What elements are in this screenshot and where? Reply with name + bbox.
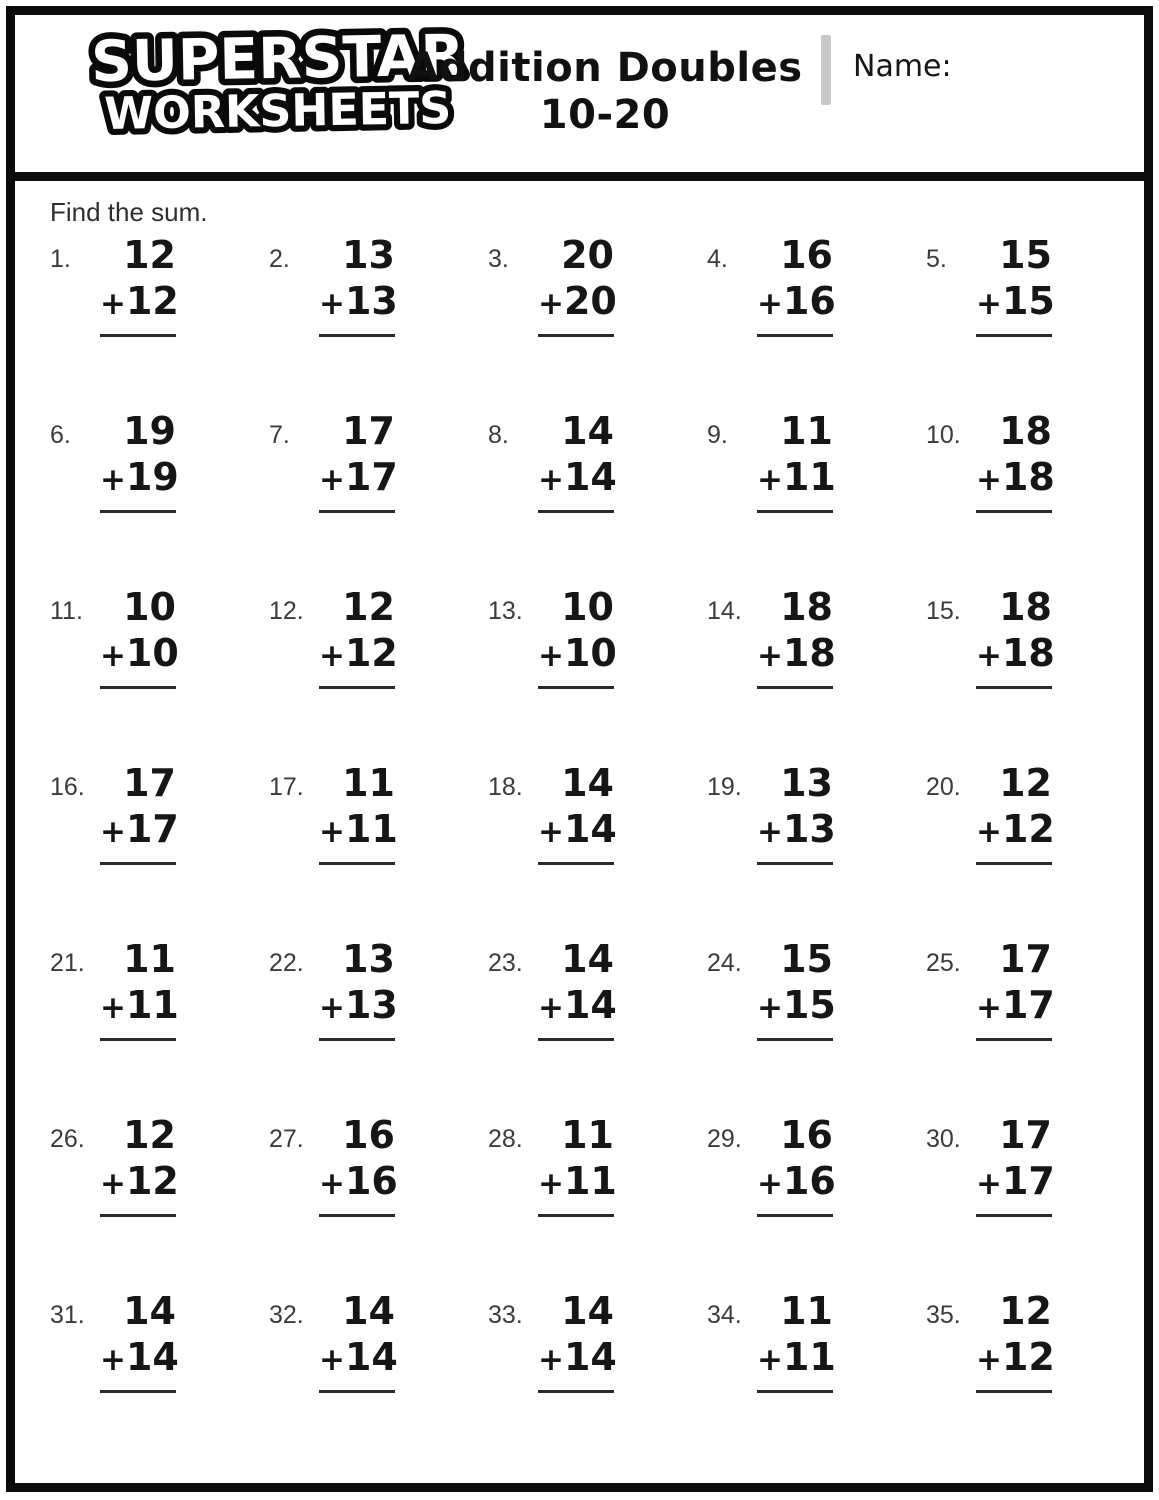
problem-body <box>976 585 1055 689</box>
plus-operator-icon: + <box>976 813 1002 850</box>
top-addend: 18 <box>999 409 1052 453</box>
top-addend: 13 <box>342 233 395 277</box>
problem-body <box>319 1113 398 1217</box>
problem-number-label: 27. <box>269 1125 304 1153</box>
problem-body <box>538 1113 617 1217</box>
bottom-addend-row <box>757 630 836 675</box>
bottom-addend: 17 <box>1001 1158 1055 1203</box>
plus-operator-icon: + <box>319 1341 345 1378</box>
problem-cell <box>926 233 1145 412</box>
plus-operator-icon: + <box>538 813 564 850</box>
bottom-addend-row <box>538 806 617 851</box>
bottom-addend-row <box>757 806 836 851</box>
bottom-addend: 11 <box>563 1158 617 1203</box>
answer-line[interactable] <box>538 1390 614 1393</box>
bottom-addend: 14 <box>563 982 617 1027</box>
problem-body <box>757 409 836 513</box>
problem-number-label: 7. <box>269 421 290 449</box>
bottom-addend: 15 <box>1001 278 1055 323</box>
problem-cell <box>50 937 269 1116</box>
bottom-addend: 14 <box>563 454 617 499</box>
bottom-addend-row <box>319 1158 398 1203</box>
bottom-addend: 16 <box>782 1158 836 1203</box>
top-addend: 16 <box>780 1113 833 1157</box>
plus-operator-icon: + <box>538 1341 564 1378</box>
bottom-addend-row <box>976 1158 1055 1203</box>
plus-operator-icon: + <box>538 637 564 674</box>
answer-line[interactable] <box>757 1214 833 1217</box>
problem-body <box>538 761 617 865</box>
problem-body <box>538 585 617 689</box>
bottom-addend-row <box>757 454 836 499</box>
answer-line[interactable] <box>538 862 614 865</box>
problem-body <box>757 761 836 865</box>
problem-cell <box>488 585 707 764</box>
answer-line[interactable] <box>976 510 1052 513</box>
problem-cell <box>269 233 488 412</box>
problem-body <box>757 1113 836 1217</box>
answer-line[interactable] <box>757 1390 833 1393</box>
bottom-addend-row <box>538 454 617 499</box>
problem-cell <box>269 1113 488 1292</box>
bottom-addend: 16 <box>344 1158 398 1203</box>
answer-line[interactable] <box>319 862 395 865</box>
plus-operator-icon: + <box>100 461 126 498</box>
problem-cell <box>707 1113 926 1292</box>
plus-operator-icon: + <box>538 285 564 322</box>
problem-body <box>319 761 398 865</box>
problem-body <box>100 1289 179 1393</box>
bottom-addend: 15 <box>782 982 836 1027</box>
answer-line[interactable] <box>976 1390 1052 1393</box>
problem-body <box>100 409 179 513</box>
bottom-addend: 12 <box>1001 1334 1055 1379</box>
bottom-addend-row <box>319 454 398 499</box>
bottom-addend-row <box>976 982 1055 1027</box>
top-addend: 12 <box>342 585 395 629</box>
problem-cell <box>269 585 488 764</box>
plus-operator-icon: + <box>757 1165 783 1202</box>
bottom-addend-row <box>976 278 1055 323</box>
top-addend: 14 <box>561 761 614 805</box>
top-addend: 11 <box>342 761 395 805</box>
top-addend: 13 <box>780 761 833 805</box>
problem-body <box>976 409 1055 513</box>
bottom-addend: 13 <box>344 278 398 323</box>
top-addend: 18 <box>999 585 1052 629</box>
problem-cell <box>488 233 707 412</box>
problem-cell <box>488 1289 707 1468</box>
bottom-addend-row <box>100 982 179 1027</box>
answer-line[interactable] <box>976 1038 1052 1041</box>
plus-operator-icon: + <box>757 637 783 674</box>
answer-line[interactable] <box>100 1390 176 1393</box>
problem-cell <box>707 937 926 1116</box>
answer-line[interactable] <box>976 1214 1052 1217</box>
worksheet-body <box>15 181 1144 1468</box>
problem-cell <box>926 761 1145 940</box>
problem-cell <box>50 1289 269 1468</box>
bottom-addend: 12 <box>1001 806 1055 851</box>
problem-cell <box>50 233 269 412</box>
bottom-addend: 19 <box>125 454 179 499</box>
problem-cell <box>926 1289 1145 1468</box>
bottom-addend-row <box>538 278 617 323</box>
plus-operator-icon: + <box>976 1165 1002 1202</box>
bottom-addend-row <box>319 982 398 1027</box>
top-addend: 12 <box>123 1113 176 1157</box>
problem-number-label: 20. <box>926 773 961 801</box>
answer-line[interactable] <box>100 334 176 337</box>
problem-cell <box>269 409 488 588</box>
problem-body <box>976 937 1055 1041</box>
bottom-addend: 11 <box>344 806 398 851</box>
problem-cell <box>707 233 926 412</box>
problem-cell <box>50 409 269 588</box>
problem-number-label: 35. <box>926 1301 961 1329</box>
problem-number-label: 24. <box>707 949 742 977</box>
answer-line[interactable] <box>100 862 176 865</box>
plus-operator-icon: + <box>976 637 1002 674</box>
bottom-addend: 12 <box>125 278 179 323</box>
problem-number-label: 23. <box>488 949 523 977</box>
problem-number-label: 5. <box>926 245 947 273</box>
problem-number-label: 8. <box>488 421 509 449</box>
problem-cell <box>488 761 707 940</box>
bottom-addend: 11 <box>782 1334 836 1379</box>
problem-cell <box>707 761 926 940</box>
top-addend: 11 <box>123 937 176 981</box>
plus-operator-icon: + <box>319 989 345 1026</box>
bottom-addend-row <box>757 278 836 323</box>
answer-line[interactable] <box>757 1038 833 1041</box>
problem-body <box>100 761 179 865</box>
bottom-addend-row <box>976 1334 1055 1379</box>
problem-number-label: 25. <box>926 949 961 977</box>
answer-line[interactable] <box>538 1214 614 1217</box>
answer-line[interactable] <box>538 1038 614 1041</box>
problem-number-label: 11. <box>50 597 83 625</box>
top-addend: 11 <box>780 409 833 453</box>
bottom-addend-row <box>976 454 1055 499</box>
bottom-addend-row <box>319 806 398 851</box>
plus-operator-icon: + <box>538 1165 564 1202</box>
bottom-addend: 18 <box>1001 630 1055 675</box>
answer-line[interactable] <box>538 686 614 689</box>
problem-number-label: 18. <box>488 773 523 801</box>
top-addend: 16 <box>342 1113 395 1157</box>
problem-cell <box>50 585 269 764</box>
problem-body <box>757 585 836 689</box>
problem-number-label: 9. <box>707 421 728 449</box>
plus-operator-icon: + <box>757 285 783 322</box>
answer-line[interactable] <box>319 1390 395 1393</box>
bottom-addend: 17 <box>125 806 179 851</box>
bottom-addend-row <box>538 630 617 675</box>
problem-number-label: 4. <box>707 245 728 273</box>
bottom-addend-row <box>100 278 179 323</box>
top-addend: 18 <box>780 585 833 629</box>
problem-number-label: 3. <box>488 245 509 273</box>
problem-body <box>319 585 398 689</box>
name-section <box>821 35 952 105</box>
problem-number-label: 17. <box>269 773 304 801</box>
problem-body <box>757 233 836 337</box>
answer-line[interactable] <box>100 686 176 689</box>
problem-body <box>538 937 617 1041</box>
bottom-addend-row <box>538 982 617 1027</box>
problem-number-label: 6. <box>50 421 71 449</box>
problem-cell <box>488 1113 707 1292</box>
top-addend: 15 <box>999 233 1052 277</box>
problem-body <box>538 1289 617 1393</box>
top-addend: 14 <box>561 1289 614 1333</box>
bottom-addend: 13 <box>344 982 398 1027</box>
bottom-addend: 10 <box>563 630 617 675</box>
plus-operator-icon: + <box>319 461 345 498</box>
answer-line[interactable] <box>319 334 395 337</box>
top-addend: 13 <box>342 937 395 981</box>
problem-cell <box>707 1289 926 1468</box>
bottom-addend-row <box>538 1334 617 1379</box>
bottom-addend-row <box>976 630 1055 675</box>
bottom-addend-row <box>100 806 179 851</box>
top-addend: 10 <box>123 585 176 629</box>
top-addend: 14 <box>342 1289 395 1333</box>
bottom-addend-row <box>976 806 1055 851</box>
answer-line[interactable] <box>319 1214 395 1217</box>
bottom-addend: 13 <box>782 806 836 851</box>
problem-cell <box>50 1113 269 1292</box>
problem-number-label: 31. <box>50 1301 85 1329</box>
plus-operator-icon: + <box>100 637 126 674</box>
bottom-addend: 14 <box>125 1334 179 1379</box>
answer-line[interactable] <box>319 510 395 513</box>
top-addend: 12 <box>999 761 1052 805</box>
problem-number-label: 28. <box>488 1125 523 1153</box>
problem-cell <box>926 1113 1145 1292</box>
problem-cell <box>926 585 1145 764</box>
answer-line[interactable] <box>100 1038 176 1041</box>
bottom-addend: 12 <box>125 1158 179 1203</box>
top-addend: 14 <box>123 1289 176 1333</box>
problem-body <box>100 937 179 1041</box>
problem-number-label: 15. <box>926 597 961 625</box>
problem-cell <box>269 1289 488 1468</box>
problem-cell <box>50 761 269 940</box>
problem-body <box>757 937 836 1041</box>
bottom-addend: 16 <box>782 278 836 323</box>
problem-number-label: 12. <box>269 597 304 625</box>
title-line-1: Addition Doubles <box>407 45 803 91</box>
bottom-addend-row <box>100 1158 179 1203</box>
top-addend: 19 <box>123 409 176 453</box>
problem-cell <box>269 761 488 940</box>
problem-number-label: 13. <box>488 597 523 625</box>
problem-body <box>100 233 179 337</box>
plus-operator-icon: + <box>100 1341 126 1378</box>
plus-operator-icon: + <box>100 989 126 1026</box>
answer-line[interactable] <box>100 1214 176 1217</box>
answer-line[interactable] <box>976 686 1052 689</box>
problem-body <box>319 1289 398 1393</box>
logo-text-superstar: SUPERSTAR <box>90 25 465 96</box>
problem-number-label: 16. <box>50 773 85 801</box>
top-addend: 17 <box>999 1113 1052 1157</box>
answer-line[interactable] <box>976 862 1052 865</box>
worksheet-title <box>375 45 835 139</box>
problem-body <box>976 1113 1055 1217</box>
answer-line[interactable] <box>757 862 833 865</box>
problems-grid <box>50 233 1144 1468</box>
plus-operator-icon: + <box>757 989 783 1026</box>
top-addend: 20 <box>561 233 614 277</box>
problem-number-label: 30. <box>926 1125 961 1153</box>
title-line-2: 10-20 <box>539 92 671 139</box>
bottom-addend-row <box>538 1158 617 1203</box>
top-addend: 12 <box>999 1289 1052 1333</box>
answer-line[interactable] <box>976 334 1052 337</box>
bottom-addend: 20 <box>563 278 617 323</box>
problem-body <box>538 409 617 513</box>
problem-body <box>976 1289 1055 1393</box>
problem-cell <box>488 409 707 588</box>
plus-operator-icon: + <box>757 813 783 850</box>
plus-operator-icon: + <box>319 1165 345 1202</box>
answer-line[interactable] <box>319 1038 395 1041</box>
problem-number-label: 14. <box>707 597 742 625</box>
answer-line[interactable] <box>757 510 833 513</box>
bottom-addend-row <box>100 454 179 499</box>
plus-operator-icon: + <box>538 989 564 1026</box>
top-addend: 15 <box>780 937 833 981</box>
top-addend: 12 <box>123 233 176 277</box>
bottom-addend-row <box>757 1158 836 1203</box>
plus-operator-icon: + <box>976 461 1002 498</box>
top-addend: 11 <box>561 1113 614 1157</box>
bottom-addend: 14 <box>344 1334 398 1379</box>
plus-operator-icon: + <box>976 1341 1002 1378</box>
answer-line[interactable] <box>757 686 833 689</box>
bottom-addend: 18 <box>1001 454 1055 499</box>
answer-line[interactable] <box>319 686 395 689</box>
problem-cell <box>926 937 1145 1116</box>
problem-number-label: 26. <box>50 1125 85 1153</box>
plus-operator-icon: + <box>757 461 783 498</box>
top-addend: 14 <box>561 937 614 981</box>
problem-cell <box>926 409 1145 588</box>
problem-body <box>100 1113 179 1217</box>
bottom-addend: 14 <box>563 806 617 851</box>
plus-operator-icon: + <box>319 813 345 850</box>
answer-line[interactable] <box>757 334 833 337</box>
plus-operator-icon: + <box>319 637 345 674</box>
problem-body <box>319 409 398 513</box>
top-addend: 10 <box>561 585 614 629</box>
bottom-addend-row <box>100 1334 179 1379</box>
answer-line[interactable] <box>538 510 614 513</box>
answer-line[interactable] <box>538 334 614 337</box>
answer-line[interactable] <box>100 510 176 513</box>
bottom-addend: 14 <box>563 1334 617 1379</box>
problem-number-label: 21. <box>50 949 85 977</box>
problem-number-label: 29. <box>707 1125 742 1153</box>
bottom-addend: 18 <box>782 630 836 675</box>
bottom-addend-row <box>757 1334 836 1379</box>
bottom-addend: 17 <box>1001 982 1055 1027</box>
problem-number-label: 10. <box>926 421 961 449</box>
bottom-addend: 10 <box>125 630 179 675</box>
worksheet-header <box>15 15 1144 181</box>
plus-operator-icon: + <box>319 285 345 322</box>
problem-cell <box>488 937 707 1116</box>
plus-operator-icon: + <box>757 1341 783 1378</box>
logo-text-worksheets: WORKSHEETS <box>103 82 452 141</box>
top-addend: 17 <box>999 937 1052 981</box>
problem-body <box>757 1289 836 1393</box>
plus-operator-icon: + <box>100 285 126 322</box>
top-addend: 11 <box>780 1289 833 1333</box>
problem-body <box>319 233 398 337</box>
problem-number-label: 34. <box>707 1301 742 1329</box>
top-addend: 17 <box>342 409 395 453</box>
bottom-addend: 11 <box>782 454 836 499</box>
plus-operator-icon: + <box>976 989 1002 1026</box>
problem-cell <box>707 409 926 588</box>
bottom-addend-row <box>757 982 836 1027</box>
bottom-addend: 12 <box>344 630 398 675</box>
bottom-addend-row <box>100 630 179 675</box>
plus-operator-icon: + <box>100 813 126 850</box>
problem-number-label: 33. <box>488 1301 523 1329</box>
problem-body <box>100 585 179 689</box>
problem-number-label: 1. <box>50 245 71 273</box>
bottom-addend-row <box>319 630 398 675</box>
plus-operator-icon: + <box>100 1165 126 1202</box>
instructions-text: Find the sum. <box>50 197 208 227</box>
top-addend: 16 <box>780 233 833 277</box>
bottom-addend: 17 <box>344 454 398 499</box>
plus-operator-icon: + <box>976 285 1002 322</box>
problem-body <box>976 761 1055 865</box>
bottom-addend-row <box>319 1334 398 1379</box>
problem-number-label: 2. <box>269 245 290 273</box>
problem-number-label: 32. <box>269 1301 304 1329</box>
bottom-addend: 11 <box>125 982 179 1027</box>
problem-body <box>976 233 1055 337</box>
top-addend: 17 <box>123 761 176 805</box>
name-divider-bar <box>821 35 831 105</box>
name-label: Name: <box>853 49 952 84</box>
bottom-addend-row <box>319 278 398 323</box>
problem-cell <box>269 937 488 1116</box>
problem-body <box>319 937 398 1041</box>
problem-number-label: 19. <box>707 773 742 801</box>
problem-number-label: 22. <box>269 949 304 977</box>
problem-cell <box>707 585 926 764</box>
page-border <box>6 6 1153 1492</box>
plus-operator-icon: + <box>538 461 564 498</box>
problem-body <box>538 233 617 337</box>
top-addend: 14 <box>561 409 614 453</box>
